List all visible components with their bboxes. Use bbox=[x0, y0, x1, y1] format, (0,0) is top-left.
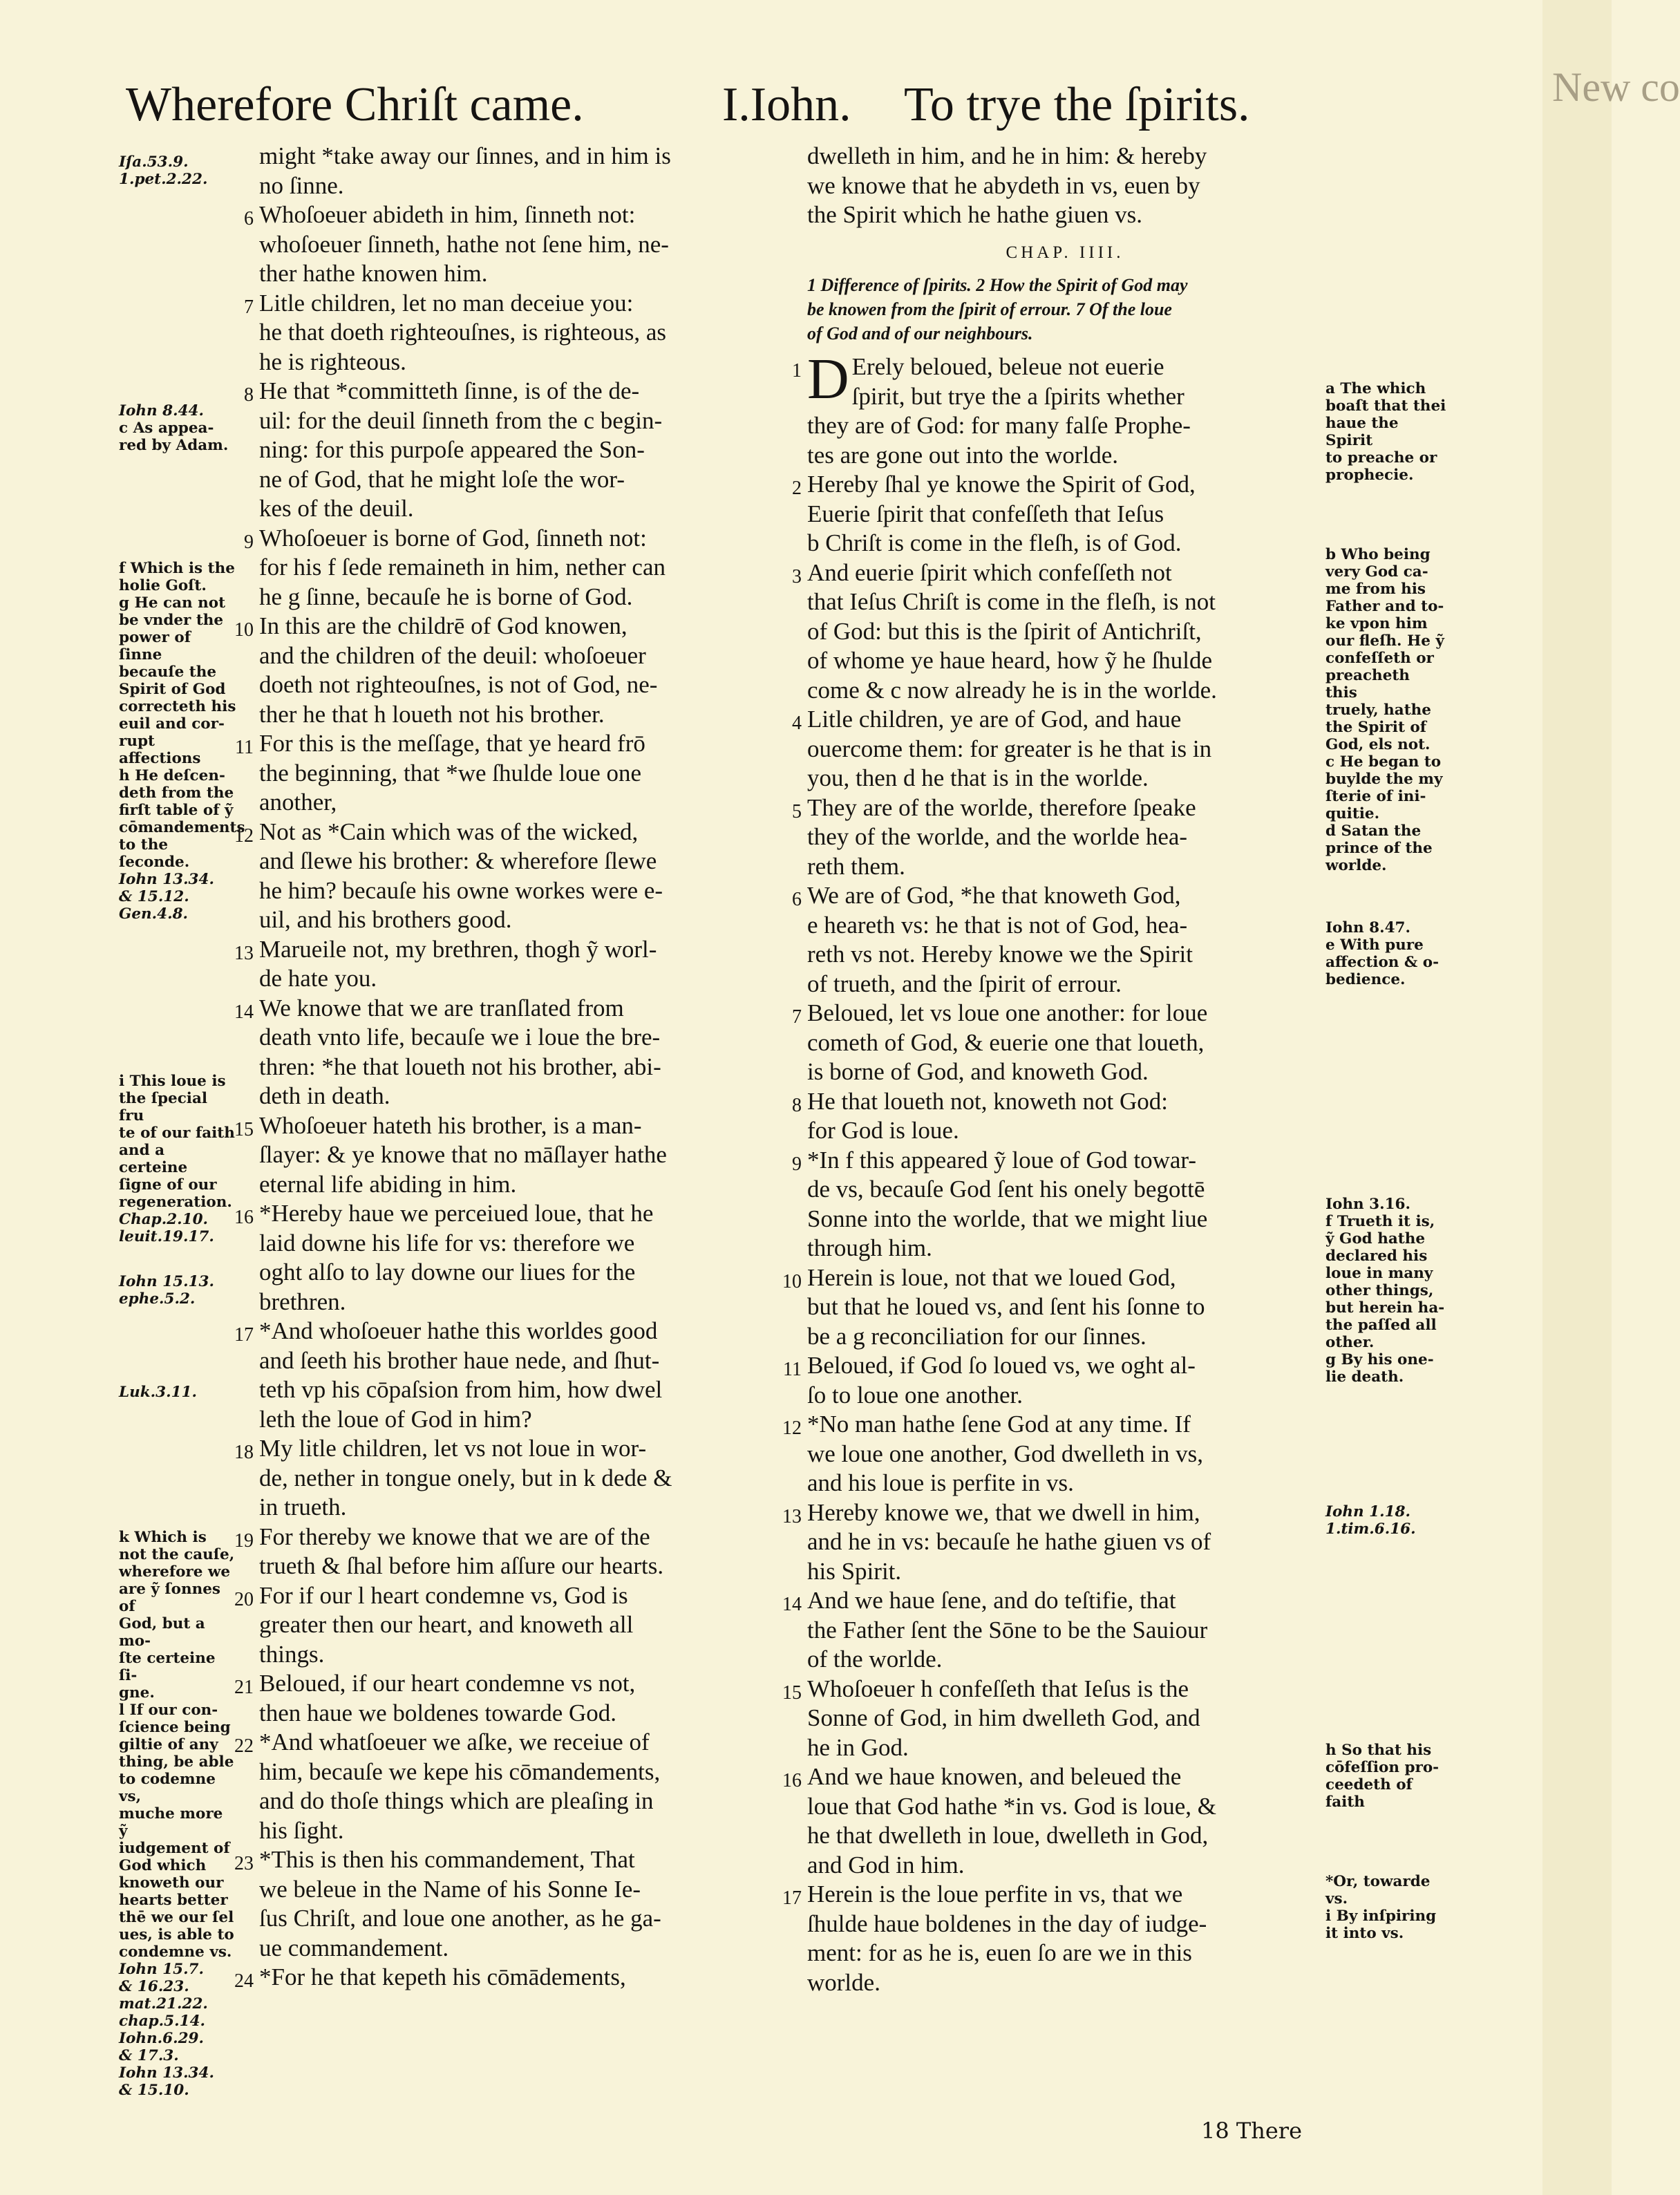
verse-text: Marueile not, my brethren, thogh ỹ worl- de hate you. bbox=[259, 935, 657, 992]
verse-number: 18 bbox=[234, 1442, 254, 1463]
margin-reference: Iohn 13.34. bbox=[119, 2064, 214, 2082]
margin-note: *Or, towarde vs. i By inſpiring it into vs. bbox=[1325, 1873, 1437, 1942]
verse-number: 7 bbox=[244, 296, 254, 318]
margin-group bbox=[1325, 1196, 1446, 1386]
verse-text: Herein is loue, not that we loued God, but that he loued vs, and ſent his ſonne to be a g reconciliation for our ſinnes. bbox=[807, 1263, 1205, 1350]
verse bbox=[792, 1146, 1323, 1263]
verse-number: 12 bbox=[234, 825, 254, 847]
verse-text: They are of the worlde, therefore ſpeake they of the worlde, and the worlde hea- reth them. bbox=[807, 793, 1196, 880]
verse bbox=[782, 1586, 1323, 1675]
verse-text: Whoſoeuer hateth his brother, is a man- ſlayer: & ye knowe that no māſlayer hathe eternal life abiding in him. bbox=[259, 1111, 667, 1198]
verse-text: We are of God, *he that knoweth God, e heareth vs: he that is not of God, hea- reth vs not. Hereby knowe we the Spirit of trueth, and the ſpirit of errour. bbox=[807, 882, 1193, 997]
margin-group bbox=[119, 402, 236, 454]
margin-reference: Gen.4.8. bbox=[119, 905, 189, 923]
margin-reference: leuit.19.17. bbox=[119, 1228, 214, 1245]
verse bbox=[782, 1410, 1323, 1498]
verse-number: 13 bbox=[782, 1505, 802, 1527]
verse bbox=[234, 818, 784, 935]
verse-text: *Hereby haue we perceiued loue, that he laid downe his life for vs: therefore we oght alſo to lay downe our liues for the brethren. bbox=[259, 1200, 654, 1315]
margin-reference: Iohn 13.34. bbox=[119, 871, 214, 888]
verse bbox=[782, 1498, 1323, 1587]
verse bbox=[792, 347, 1323, 470]
verse-text: *For he that kepeth his cōmādements, bbox=[259, 1963, 626, 1990]
verse-text: Whoſoeuer is borne of God, ſinneth not: for his f ſede remaineth in him, nether can he g ſinne, becauſe he is borne of God. bbox=[259, 524, 666, 610]
margin-note: h So that his cōfeſſion pro- ceedeth of faith bbox=[1325, 1742, 1440, 1811]
verse-number: 16 bbox=[782, 1770, 802, 1791]
verse-text: might *take away our ſinnes, and in him is no ſinne. bbox=[259, 142, 671, 199]
verse-text: Not as *Cain which was of the wicked, and ſlewe his brother: & wherefore ſlewe he him? becauſe his owne workes were e- uil, and his brothers good. bbox=[259, 818, 663, 933]
verse-text: We knowe that we are tranſlated from death vnto life, becauſe we i loue the bre- thren: *he that loueth not his brother, abi- deth in death. bbox=[259, 994, 661, 1109]
verse-text: For if our l heart condemne vs, God is greater then our heart, and knoweth all things. bbox=[259, 1581, 634, 1668]
margin-reference: Iſa.53.9. bbox=[119, 153, 189, 171]
margin-reference: Chap.2.10. bbox=[119, 1211, 209, 1228]
margin-reference: & 15.12. bbox=[119, 888, 189, 905]
verse-number: 14 bbox=[782, 1594, 802, 1615]
verse-number: 13 bbox=[234, 942, 254, 964]
verse-text: Litle children, ye are of God, and haue ouercome them: for greater is he that is in you, then d he that is in the worlde. bbox=[807, 706, 1212, 791]
verse-text: *And whoſoeuer hathe this worldes good and ſeeth his brother haue nede, and ſhut- teth vp his cōpaſsion from him, how dwel leth the loue of God in him? bbox=[259, 1317, 663, 1433]
margin-group bbox=[119, 153, 236, 188]
verse-number: 6 bbox=[792, 889, 802, 910]
verse-text: dwelleth in him, and he in him: & hereby we knowe that he abydeth in vs, euen by the Spirit which he hathe giuen vs. bbox=[807, 142, 1207, 228]
verse bbox=[234, 994, 784, 1111]
verse bbox=[792, 705, 1323, 793]
margin-group bbox=[1325, 919, 1446, 988]
margin-reference: 1.pet.2.22. bbox=[119, 171, 208, 188]
verse-text: Litle children, let no man deceiue you: he that doeth righteouſnes, is righteous, as he is righteous. bbox=[259, 289, 667, 375]
verse-number: 15 bbox=[782, 1681, 802, 1704]
verse-number: 23 bbox=[234, 1853, 254, 1874]
verse-number: 14 bbox=[234, 1001, 254, 1023]
margin-reference: Iohn.6.29. bbox=[119, 2030, 204, 2047]
verse-number: 10 bbox=[234, 619, 254, 641]
verse-text: He that loueth not, knoweth not God: for God is loue. bbox=[807, 1087, 1169, 1144]
margin-group bbox=[119, 1384, 236, 1401]
verse bbox=[259, 142, 784, 200]
text-column-left bbox=[234, 142, 784, 1993]
verse-text: *In f this appeared ỹ loue of God towar- de vs, becauſe God ſent his onely begottē Sonne into the worlde, that we might liue through him. bbox=[807, 1146, 1208, 1261]
margin-reference: mat.21.22. bbox=[119, 1995, 208, 2013]
verse bbox=[234, 1523, 784, 1581]
verse-text: Beloued, if God ſo loued vs, we oght al- ſo to loue one another. bbox=[807, 1352, 1196, 1409]
verse-continuation bbox=[807, 142, 1323, 230]
margin-note: Iohn 8.47. e With pure affection & o- bedience. bbox=[1325, 919, 1440, 988]
margin-reference: & 17.3. bbox=[119, 2047, 179, 2064]
verse-text: My litle children, let vs not loue in wor- de, nether in tongue onely, but in k dede & in trueth. bbox=[259, 1435, 672, 1520]
verse bbox=[782, 1675, 1323, 1763]
verse-number: 12 bbox=[782, 1417, 802, 1439]
margin-reference: Iohn 1.18. 1.tim.6.16. bbox=[1325, 1503, 1416, 1538]
margin-note: Iohn 3.16. f Trueth it is, ỹ God hathe declared his loue in many other things, but herein ha- the paſſed all other. g By his one- lie death. bbox=[1325, 1196, 1445, 1386]
adjacent-page-edge bbox=[1542, 0, 1680, 2195]
verse bbox=[234, 1111, 784, 1200]
margin-reference: chap.5.14. bbox=[119, 2013, 206, 2030]
verse-text: Beloued, let vs loue one another: for loue cometh of God, & euerie one that loueth, is borne of God, and knoweth God. bbox=[807, 999, 1208, 1085]
verse-number: 16 bbox=[234, 1207, 254, 1228]
margin-reference: & 15.10. bbox=[119, 2082, 189, 2099]
verse-number: 20 bbox=[234, 1588, 254, 1610]
verse-text: Whoſoeuer abideth in him, ſinneth not: whoſoeuer ſinneth, hathe not ſene him, ne- ther hathe knowen him. bbox=[259, 201, 669, 287]
verse-number: 11 bbox=[783, 1359, 802, 1380]
margin-group bbox=[1325, 380, 1446, 484]
margin-note: k Which is not the cauſe, wherefore we are ỹ ſonnes of God, but a mo- ſte certeine ſi- gne. l If our con- ſcience being giltie of any thing, be able to codemne vs, muche more ỹ iudgement of God which knoweth our hearts better thē we our ſel ues, is able to condemne vs. bbox=[119, 1529, 235, 1961]
running-head-right: To trye the ſpirits. bbox=[904, 78, 1250, 131]
verse-number: 6 bbox=[244, 208, 254, 229]
margin-reference: Iohn 15.13. bbox=[119, 1273, 214, 1290]
margin-reference: & 16.23. bbox=[119, 1978, 189, 1995]
verse bbox=[234, 612, 784, 729]
margin-group bbox=[1325, 1503, 1446, 1538]
margin-reference: Iohn 15.7. bbox=[119, 1961, 204, 1978]
verse bbox=[244, 200, 784, 289]
verse bbox=[244, 524, 784, 612]
verse bbox=[783, 1351, 1323, 1410]
margin-reference: ephe.5.2. bbox=[119, 1290, 196, 1308]
verse-text: In this are the childrē of God knowen, and the children of the deuil: whoſoeuer doeth not righteouſnes, is not of God, ne- ther he that h loueth not his brother. bbox=[259, 612, 658, 728]
verse-text: *No man hathe ſene God at any time. If we loue one another, God dwelleth in vs, and his loue is perfite in vs. bbox=[807, 1411, 1204, 1496]
verse bbox=[234, 1199, 784, 1317]
verse-number: 17 bbox=[782, 1887, 802, 1909]
verse-text: Hereby knowe we, that we dwell in him, and he in vs: becauſe he hathe giuen vs of his Spirit. bbox=[807, 1498, 1211, 1585]
verse bbox=[792, 881, 1323, 999]
verse-number: 19 bbox=[234, 1529, 254, 1552]
verse-text: Erely beloued, beleue not euerie ſpirit, but trye the a ſpirits whether they are of God: for many falſe Prophe- tes are gone out into the worlde. bbox=[807, 353, 1191, 469]
verse-text: *And whatſoeuer we aſke, we receiue of him, becauſe we kepe his cōmandements, and do thoſe things which are pleaſing in his ſight. bbox=[259, 1728, 661, 1844]
verse-number: 21 bbox=[234, 1677, 254, 1698]
verse-text: And we haue knowen, and beleued the loue that God hathe *in vs. God is loue, & he that dwelleth in loue, dwelleth in God, and God in him. bbox=[807, 1763, 1217, 1878]
verse bbox=[234, 935, 784, 994]
verse bbox=[792, 793, 1323, 882]
margin-group bbox=[119, 1073, 236, 1308]
margin-note: i This loue is the ſpecial fru te of our faith and a certeine ſigne of our regeneration. bbox=[119, 1073, 235, 1211]
verse bbox=[234, 1963, 784, 1993]
verse-text: And we haue ſene, and do teſtifie, that the Father ſent the Sōne to be the Sauiour of the worlde. bbox=[807, 1587, 1208, 1673]
verse-text: For this is the meſſage, that ye heard frō the beginning, that *we ſhulde loue one another, bbox=[259, 730, 645, 816]
margin-group bbox=[1325, 1742, 1446, 1811]
verse bbox=[244, 377, 784, 524]
verse-text: He that *committeth ſinne, is of the de- uil: for the deuil ſinneth from the c begin- ning: for this purpoſe appeared the Son- ne of God, that he might loſe the wor- kes of the deuil. bbox=[259, 377, 663, 522]
verse-number: 17 bbox=[234, 1324, 254, 1346]
verse bbox=[792, 558, 1323, 706]
verse-number: 11 bbox=[235, 737, 254, 758]
verse-number: 9 bbox=[792, 1153, 802, 1175]
margin-note: b Who being very God ca- me from his Father and to- ke vpon him our fleſh. He ỹ confeſſeth or preacheth this truely, hathe the Spirit of God, els not. c He began to buylde the my ſterie of ini- quitie. d Satan the prince of the worlde. bbox=[1325, 546, 1444, 874]
margin-reference: Iohn 8.44. bbox=[119, 402, 204, 420]
verse-number: 3 bbox=[792, 565, 802, 587]
verse-text: For thereby we knowe that we are of the trueth & ſhal before him aſſure our hearts. bbox=[259, 1523, 664, 1579]
verse-text: Hereby ſhal ye knowe the Spirit of God, Euerie ſpirit that confeſſeth that Ieſus b Chriſt is come in the fleſh, is of God. bbox=[807, 471, 1196, 556]
margin-note: f Which is the holie Goſt. g He can not be vnder the power of ſinne becauſe the Spirit of God correcteth his euil and cor- rupt affections h He deſcen- deth from the firſt table of ỹ cōmandements to the ſeconde. bbox=[119, 560, 245, 871]
verse-number: 1 bbox=[792, 360, 802, 381]
running-head-left: Wherefore Chriſt came. bbox=[126, 78, 584, 131]
verse bbox=[782, 1880, 1323, 1997]
verse-text: Herein is the loue perfite in vs, that we ſhulde haue boldenes in the day of iudge- ment: for as he is, euen ſo are we in this worlde. bbox=[807, 1881, 1207, 1996]
verse-text: *This is then his commandement, That we beleue in the Name of his Sonne Ie- ſus Chriſt, and loue one another, as he ga- ue commandement. bbox=[259, 1846, 661, 1961]
margin-group bbox=[119, 1529, 236, 2099]
margin-note: a The which boaſt that thei haue the Spirit to preache or prophecie. bbox=[1325, 380, 1446, 484]
verse bbox=[234, 1317, 784, 1434]
catchword: 18 There bbox=[1201, 2118, 1303, 2144]
verse bbox=[235, 729, 784, 818]
verse bbox=[782, 1762, 1323, 1880]
margin-group bbox=[1325, 546, 1446, 874]
adjacent-page-text: New co bbox=[1552, 64, 1680, 110]
verse-number: 2 bbox=[792, 478, 802, 499]
text-column-right bbox=[782, 142, 1323, 1997]
chapter-heading: CHAP. IIII. bbox=[1006, 243, 1124, 262]
verse bbox=[792, 470, 1323, 558]
verse-number: 9 bbox=[244, 531, 254, 553]
verse-number: 15 bbox=[234, 1118, 254, 1140]
verse-number: 8 bbox=[792, 1094, 802, 1116]
verse-number: 7 bbox=[792, 1006, 802, 1028]
verse bbox=[792, 1087, 1323, 1146]
verse-number: 8 bbox=[244, 384, 254, 406]
verse bbox=[244, 289, 784, 377]
verse-text: Beloued, if our heart condemne vs not, then haue we boldenes towarde God. bbox=[259, 1670, 636, 1726]
verse bbox=[234, 1845, 784, 1963]
margin-note: c As appea- red by Adam. bbox=[119, 420, 229, 454]
summary-text: 1 Difference of ſpirits. 2 How the Spirit of God may be knowen from the ſpirit of errour. 7 Of the loue of God and of our neighbours. bbox=[807, 275, 1188, 343]
verse-number: 22 bbox=[234, 1735, 254, 1757]
drop-capital: D bbox=[807, 347, 849, 411]
verse-number: 5 bbox=[792, 800, 802, 822]
margin-group bbox=[1325, 1873, 1446, 1942]
verse bbox=[782, 1263, 1323, 1352]
verse bbox=[792, 999, 1323, 1087]
margin-reference: Luk.3.11. bbox=[119, 1384, 197, 1401]
verse bbox=[234, 1581, 784, 1670]
verse-number: 24 bbox=[234, 1970, 254, 1992]
verse bbox=[234, 1669, 784, 1728]
verse bbox=[234, 1434, 784, 1523]
verse-number: 4 bbox=[792, 713, 802, 734]
verse-number: 10 bbox=[782, 1270, 802, 1292]
running-head-book: I.Iohn. bbox=[722, 78, 851, 131]
verse bbox=[234, 1728, 784, 1845]
chapter-summary bbox=[807, 273, 1323, 346]
verse-text: And euerie ſpirit which confeſſeth not that Ieſus Chriſt is come in the fleſh, is not of God: but this is the ſpirit of Antichriſt, of whome ye haue heard, how ỹ he ſhulde come & c now already he is in the worlde. bbox=[807, 558, 1217, 704]
verse-text: Whoſoeuer h confeſſeth that Ieſus is the Sonne of God, in him dwelleth God, and he in God. bbox=[807, 1675, 1200, 1761]
